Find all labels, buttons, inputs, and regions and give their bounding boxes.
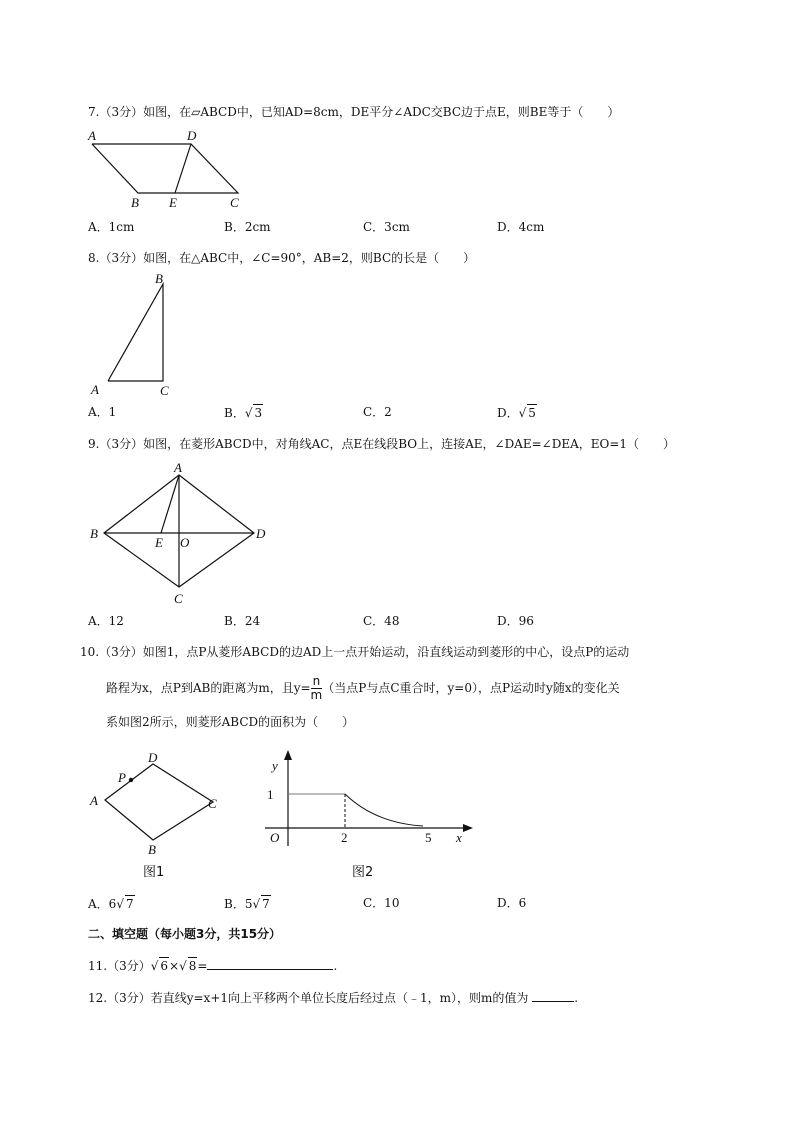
q10-option-c: C．10 — [363, 896, 400, 910]
q7-option-b: B．2cm — [224, 220, 271, 234]
fig2-caption: 图2 — [352, 865, 374, 880]
label-D: D — [187, 128, 197, 143]
q8-option-a: A．1 — [88, 405, 117, 419]
q10-line3: 系如图2所示，则菱形ABCD的面积为（ ） — [106, 715, 355, 729]
tick-5: 5 — [425, 830, 432, 845]
q7-parallelogram-figure — [88, 128, 248, 213]
q9-option-d: D．96 — [497, 614, 534, 628]
fig1-caption: 图1 — [143, 865, 165, 880]
tick-2: 2 — [341, 830, 348, 845]
label-B: B — [155, 271, 163, 286]
q8-option-c: C．2 — [363, 405, 392, 419]
q11: 11.（3分）√ 6×√ 8= . — [88, 959, 338, 973]
section-title-fill-blank: 二、填空题（每小题3分，共15分） — [88, 927, 282, 941]
q9-option-c: C．48 — [363, 614, 400, 628]
q9-rhombus-figure — [88, 460, 278, 610]
q10-option-d: D．6 — [497, 896, 527, 910]
label-C: C — [174, 591, 183, 606]
answer-blank[interactable] — [532, 989, 574, 1002]
q10-option-b: B．5√ 7 — [224, 897, 270, 911]
radicand: 5 — [528, 406, 536, 420]
q9-option-b: B．24 — [224, 614, 261, 628]
q10-fig2-graph — [260, 748, 480, 878]
radicand: 3 — [254, 406, 263, 420]
label-C: C — [160, 383, 169, 398]
label-B: B — [131, 195, 139, 210]
label-P: P — [118, 770, 126, 785]
q7-option-c: C．3cm — [363, 220, 410, 234]
q7-option-d: D．4cm — [497, 220, 545, 234]
q7-stem: 7.（3分）如图，在▱ABCD中，已知AD=8cm，DE平分∠ADC交BC边于点E，则BE等于（ ） — [88, 105, 620, 119]
q10-line2: 路程为x，点P到AB的距离为m，且y= $\frac{n}{m}$ （当点P与点C重合时，y=0），点P运动时y随x的变化关 — [106, 674, 620, 702]
origin-O: O — [270, 830, 280, 845]
q10-line1: 10.（3分）如图1，点P从菱形ABCD的边AD上一点开始运动，沿直线运动到菱形的中心，设点P的运动 — [80, 645, 630, 659]
label-E: E — [155, 535, 163, 550]
q9-option-a: A．12 — [88, 614, 124, 628]
label-B: B — [148, 842, 156, 857]
answer-blank[interactable] — [207, 957, 333, 970]
fraction-n-over-m: $\frac{n}{m}$ — [310, 674, 323, 702]
label-A: A — [174, 460, 182, 475]
tick-1: 1 — [267, 787, 274, 802]
q7-option-a: A．1cm — [88, 220, 135, 234]
axis-label-x: x — [456, 830, 462, 845]
label-C: C — [208, 796, 217, 811]
label-E: E — [169, 195, 177, 210]
label-O: O — [180, 535, 190, 550]
label-A: A — [90, 793, 98, 808]
label-D: D — [148, 750, 158, 765]
label-A: A — [91, 382, 99, 397]
q10-fig1-rhombus — [88, 748, 238, 878]
q9-stem: 9.（3分）如图，在菱形ABCD中，对角线AC，点E在线段BO上，连接AE，∠DAE=∠DEA，EO=1（ ） — [88, 437, 676, 451]
q10-option-a: A．6√ 7 — [88, 897, 134, 911]
q8-stem: 8.（3分）如图，在△ABC中，∠C=90°，AB=2，则BC的长是（ ） — [88, 251, 476, 265]
label-A: A — [88, 128, 96, 143]
label-C: C — [230, 195, 239, 210]
q12: 12.（3分）若直线y=x+1向上平移两个单位长度后经过点（﹣1，m），则m的值为 . — [88, 991, 579, 1005]
label-D: D — [256, 526, 266, 541]
q8-option-d: D．√ 5 — [497, 406, 536, 420]
axis-label-y: y — [272, 758, 278, 773]
q8-triangle-figure — [88, 272, 188, 397]
label-B: B — [90, 526, 98, 541]
q8-option-b: B．√ 3 — [224, 406, 263, 420]
